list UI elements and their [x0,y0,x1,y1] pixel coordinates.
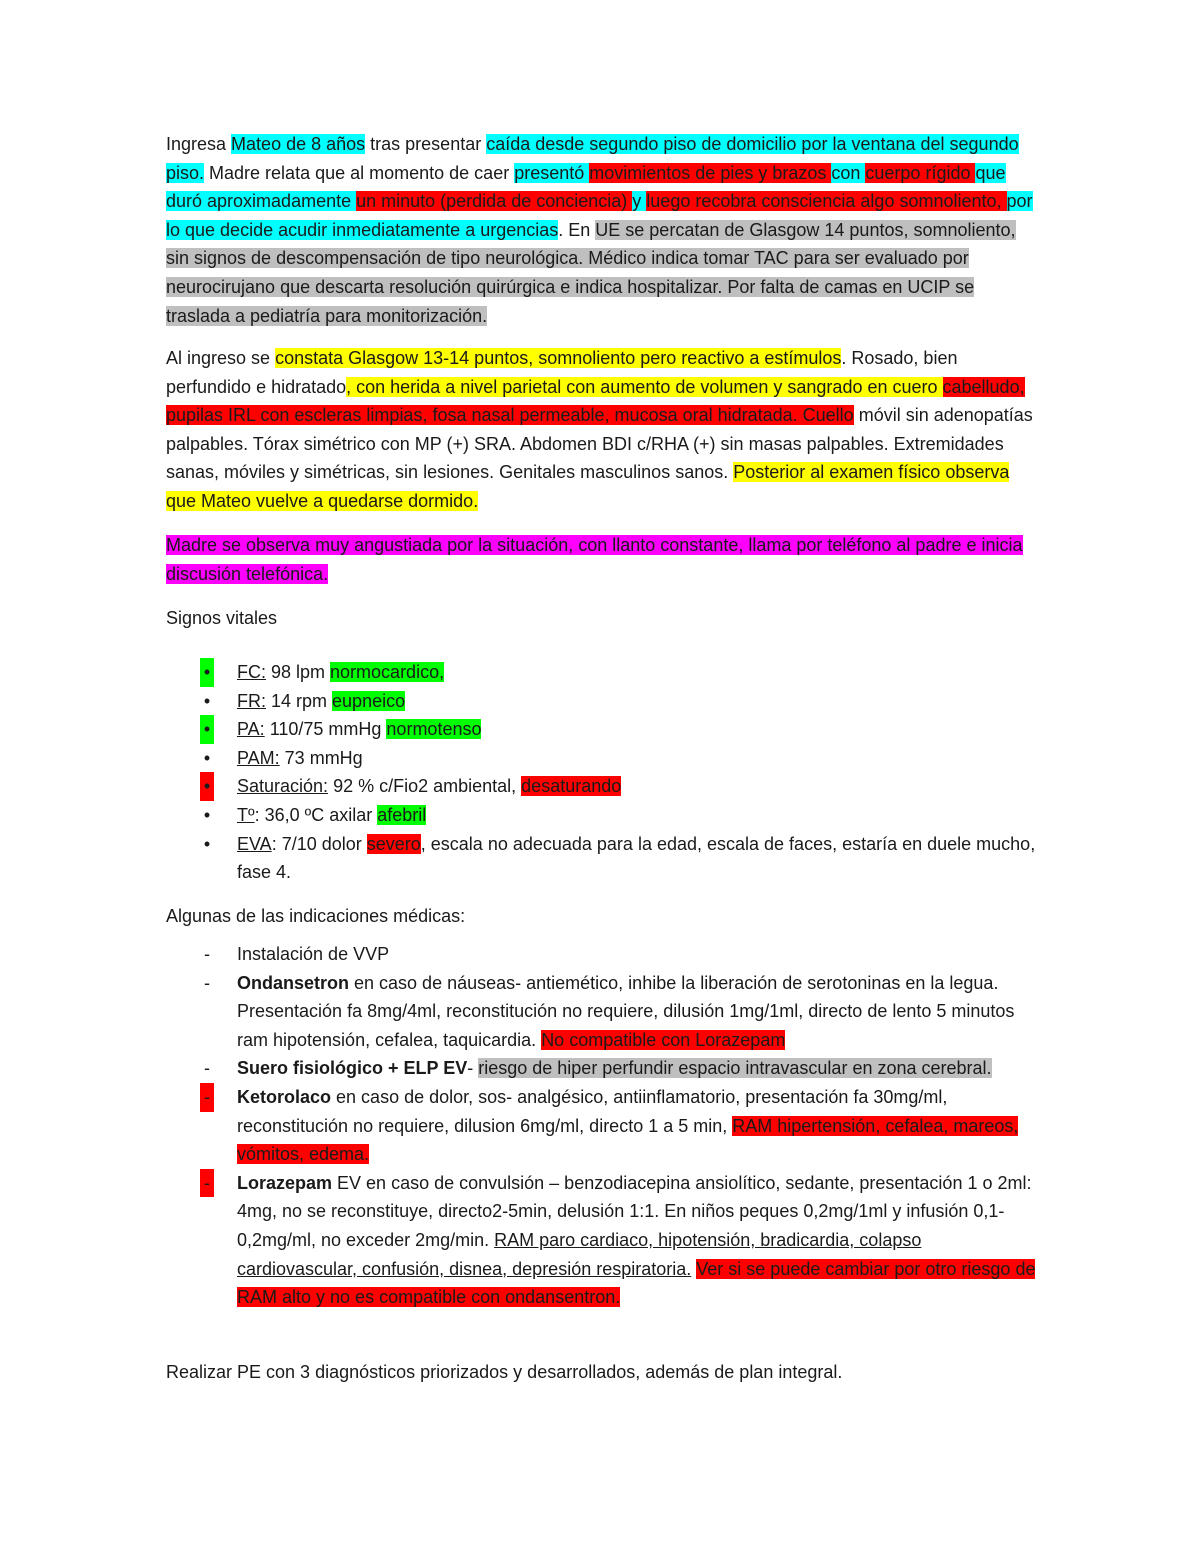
text-run: 92 % c/Fio2 ambiental, [328,776,522,797]
highlighted-text: Ver si se puede cambiar por otro riesgo de RAM alto y [237,1258,1036,1308]
indication-item [166,1054,1046,1083]
bullet-marker: • [200,715,214,744]
indication-item [166,1169,1046,1312]
bullet-marker: - [200,1169,214,1198]
text-run: Al ingreso se [166,348,276,368]
highlighted-text: constata Glasgow 13-14 puntos, somnoliento pero reactivo a estímulos [275,348,842,368]
text-run: : 7/10 dolor [271,833,367,854]
indication-item [166,1083,1046,1169]
vital-sign-item [166,658,1046,687]
highlighted-text: cabelludo, pupilas IRL con escleras limpias, fosa nasal permeable, mucosa oral hidratada. Cuello [166,376,1025,426]
highlighted-text: Madre se observa muy angustiada por la situación, con llanto constante, llama por teléfono al padre e inicia discusión telefónica. [166,535,1023,584]
text-run: Ondansetron [237,972,350,993]
highlighted-text: normocardico, [330,662,445,682]
text-run: FC: [237,662,266,682]
text-run: Instalación de VVP [237,944,390,964]
highlighted-text: UE se percatan de Glasgow 14 puntos, somnoliento, sin signos de descompensación de tipo neurológica. Médico indica tomar TAC para ser evaluado por neurocirujano que descarta resolución quirúrgica e indica hospitalizar. Por falta de camas en UCIP se traslada a pediatría para monitorización. [166,219,1016,326]
text-run: . Rosado, bien perfundido e hidratado [166,348,958,397]
text-run: PAM: [237,747,280,768]
bullet-marker: • [200,772,214,801]
text-run: EVA [237,833,272,854]
highlighted-text: un minuto (perdida de conciencia) [356,191,633,212]
highlighted-text: No compatible con Lorazepam [541,1029,786,1050]
bullet-marker: - [200,1083,214,1112]
text-run: , escala no adecuada para la edad, escala de faces, estaría en duele mucho, fase 4. [237,833,1036,883]
bullet-marker: • [203,690,211,711]
text-run: Suero fisiológico + ELP EV [237,1058,468,1079]
vital-sign-item [166,744,1046,773]
indications-list [166,940,1046,1312]
text-run: tras presentar [365,134,487,154]
text-run: 110/75 mmHg [264,719,387,740]
highlighted-text: severo [366,833,421,854]
text-run: PA: [237,719,265,740]
highlighted-text: no es compatible con ondansentron. [330,1287,621,1308]
vital-sign-item [166,772,1046,801]
bullet-marker: • [200,658,214,687]
highlighted-text: normotenso [386,719,482,740]
text-run: . En [558,219,596,240]
text-run: Ingresa [166,134,232,154]
highlighted-text: eupneico [332,690,406,711]
text-run: - [467,1058,479,1079]
text-run: 14 rpm [266,690,333,711]
highlighted-text: Mateo de 8 años [231,134,366,154]
highlighted-text: presentó [514,162,590,183]
text-run: : 36,0 ºC axilar [254,804,378,825]
vital-sign-item [166,715,1046,744]
highlighted-text: RAM hipertensión, cefalea, mareos, vómitos, edema. [237,1115,1019,1165]
vital-sign-item [166,830,1046,887]
text-run: Tº [237,804,255,825]
bullet-marker: - [204,944,210,964]
paragraph-intro [166,130,1036,330]
bullet-marker: - [204,1058,210,1079]
paragraph-mother [166,531,1036,588]
highlighted-text: movimientos de pies y brazos [589,162,832,183]
bullet-marker: - [204,972,210,993]
vital-sign-item [166,687,1046,716]
indications-heading: Algunas de las indicaciones médicas: [166,906,466,926]
text-run: 73 mmHg [279,747,363,768]
bullet-marker: • [203,747,211,768]
text-run: Saturación: [237,776,329,797]
highlighted-text: desaturando [521,776,622,797]
highlighted-text: luego recobra consciencia algo somnoliento, [646,191,1007,212]
highlighted-text: y [632,191,647,212]
bullet-marker: • [203,833,211,854]
vital-sign-item [166,801,1046,830]
text-run: Lorazepam [237,1172,333,1193]
highlighted-text: , con herida a nivel parietal con aumento de volumen y sangrado en cuero [346,376,943,397]
closing-instruction: Realizar PE con 3 diagnósticos priorizados y desarrollados, además de plan integral. [166,1362,843,1382]
text-run: Ketorolaco [237,1086,332,1107]
indication-item [166,940,1046,969]
text-run: FR: [237,690,266,711]
highlighted-text: cuerpo rígido [865,162,976,183]
text-run: en caso de dolor, sos- analgésico, antiinflamatorio, presentación fa 30mg/ml, reconstitución no requiere, dilusion 6mg/ml, directo 1 a 5 min, [237,1086,948,1136]
highlighted-text: con [831,162,866,183]
highlighted-text: afebril [377,804,427,825]
text-run: EV en caso de convulsión – benzodiacepina ansiolítico, sedante, presentación 1 o 2ml: 4mg, no se reconstituye, directo2-5min, delusión 1:1. En niños peques 0,2mg/1ml y infusión 0,1-0,2mg/ml, no exceder 2mg/min. [237,1172,1032,1250]
paragraph-admission [166,344,1036,516]
text-run: RAM paro cardiaco, hipotensión, bradicardia, colapso cardiovascular, confusión, disnea, depresión respiratoria. [237,1229,922,1279]
highlighted-text: que duró aproximadamente [166,162,1006,212]
highlighted-text: riesgo de hiper perfundir espacio intravascular en zona cerebral. [478,1058,992,1079]
highlighted-text: Posterior al examen físico observa que Mateo vuelve a quedarse dormido. [166,462,1010,511]
highlighted-text: por lo que decide acudir inmediatamente a urgencias [166,191,1033,240]
indication-item [166,969,1046,1055]
bullet-marker: • [203,804,211,825]
text-run: en caso de náuseas- antiemético, inhibe la liberación de serotoninas en la legua. Presentación fa 8mg/4ml, reconstitución no requiere, dilusión 1mg/1ml, directo de lento 5 minutos ram hipotensión, cefalea, taquicardia. [237,972,1015,1050]
vitals-list [166,658,1046,887]
text-run: Madre relata que al momento de caer [204,162,515,183]
text-run: 98 lpm [266,662,331,682]
highlighted-text: caída desde segundo piso de domicilio por la ventana del segundo piso. [166,134,1019,183]
text-run: móvil sin adenopatías palpables. Tórax simétrico con MP (+) SRA. Abdomen BDI c/RHA (+) sin masas palpables. Extremidades sanas, móviles y simétricas, sin lesiones. Genitales masculinos sanos. [166,405,1033,483]
vitals-heading: Signos vitales [166,608,278,628]
